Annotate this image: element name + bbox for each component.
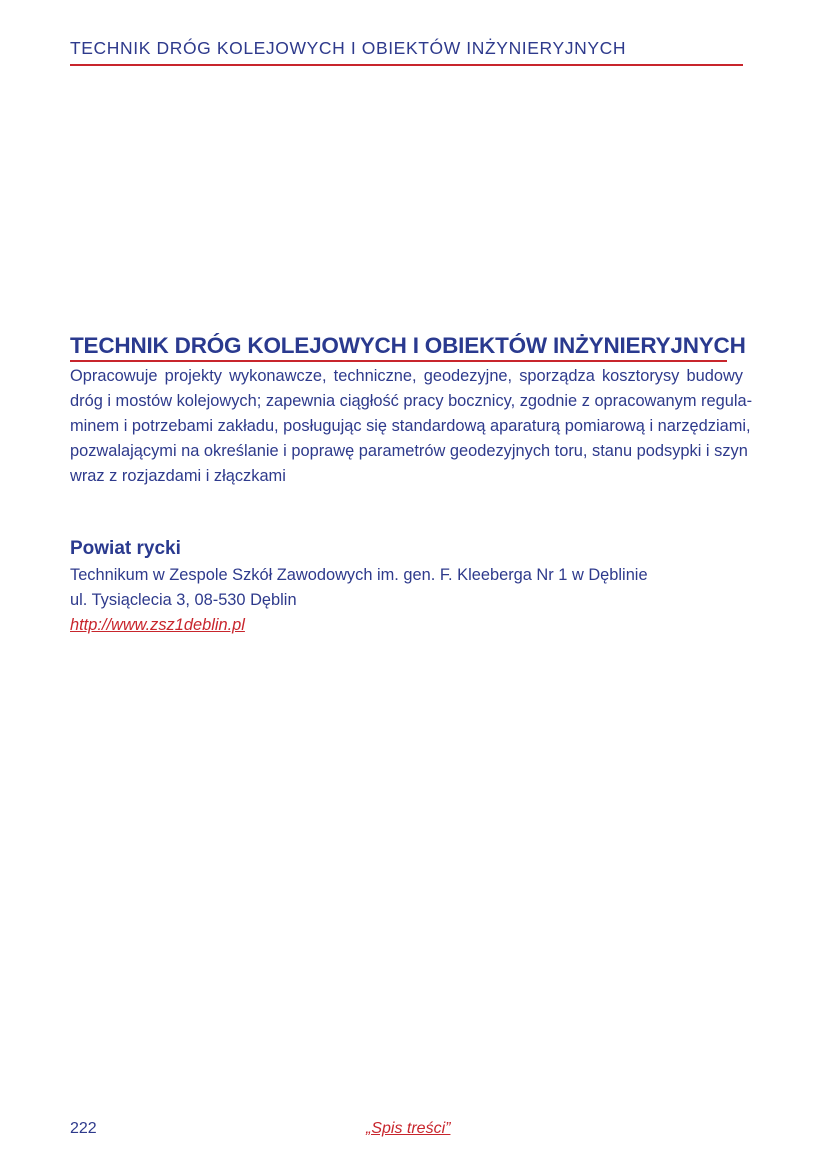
table-of-contents-link[interactable]: „Spis treści” (366, 1120, 451, 1137)
district-title: Powiat rycki (70, 538, 181, 559)
school-name: Technikum w Zespole Szkół Zawodowych im. gen. F. Kleeberga Nr 1 w Dęblinie (70, 566, 648, 584)
section-title: TECHNIK DRÓG KOLEJOWYCH I OBIEKTÓW INŻYNIERYJNYCH (70, 333, 746, 358)
section-description (70, 364, 753, 489)
header-divider (70, 64, 743, 66)
page-number: 222 (70, 1120, 97, 1137)
running-header: TECHNIK DRÓG KOLEJOWYCH I OBIEKTÓW INŻYNIERYJNYCH (70, 38, 627, 58)
description-line: minem i potrzebami zakładu, posługując się standardową aparaturą pomiarową i narzędziami, (70, 417, 751, 435)
description-line: dróg i mostów kolejowych; zapewnia ciągłość pracy bocznicy, zgodnie z opracowanym regula- (70, 392, 753, 410)
description-line: wraz z rozjazdami i złączkami (70, 467, 286, 485)
section-title-underline (70, 360, 727, 362)
school-website-link[interactable]: http://www.zsz1deblin.pl (70, 616, 245, 634)
description-line: Opracowuje projekty wykonawcze, techniczne, geodezyjne, sporządza kosztorysy budowy (70, 367, 743, 385)
school-address: ul. Tysiąclecia 3, 08-530 Dęblin (70, 591, 297, 609)
description-line: pozwalającymi na określanie i poprawę parametrów geodezyjnych toru, stanu podsypki i szyn (70, 442, 748, 460)
